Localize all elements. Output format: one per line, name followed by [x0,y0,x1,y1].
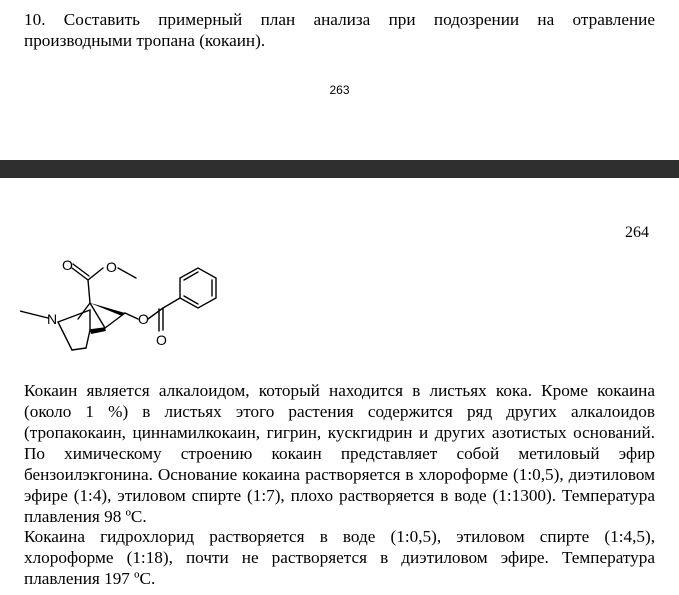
page-number-264: 264 [625,224,649,241]
page-divider [0,160,679,178]
page-263 [0,0,679,160]
cocaine-structure-diagram [20,248,235,363]
task-text: 10. Составить примерный план анализа при подозрении на отравление производными тропана (кокаин). [24,10,655,50]
paragraph-cocaine-hydrochloride: Кокаина гидрохлорид растворяется в воде (1:0,5), этиловом спирте (1:4,5), хлороформе (1:18), почти не растворяется в диэтиловом эфире. Температура плавления 197 ºС. [24,527,655,588]
atom-o-ester-methoxy: O [106,259,117,275]
page-number-263: 263 [329,83,350,97]
atom-o-ester-carbonyl: O [62,257,73,273]
wedge-bond [90,303,125,316]
atom-n: N [47,311,58,327]
atom-o-benzoyl-carbonyl: O [156,332,167,348]
paragraph-cocaine-properties: Кокаин является алкалоидом, который находится в листьях кока. Кроме кокаина (около 1 %) в листьях этого растения содержится ряд других алкалоидов (тропакокаин, циннамилкокаин, гигрин, кускгидрин и других азотистых оснований. По химическому строению кокаин представляет собой метиловый эфир бензоилэкгонина. Основание кокаина растворяется в хлороформе (1:0,5), диэтиловом эфире (1:4), этиловом спирте (1:7), плохо растворяется в воде (1:1300). Температура плавления 98 ºС. [24,381,655,526]
atom-o-benzoyl-ether: O [138,311,149,327]
